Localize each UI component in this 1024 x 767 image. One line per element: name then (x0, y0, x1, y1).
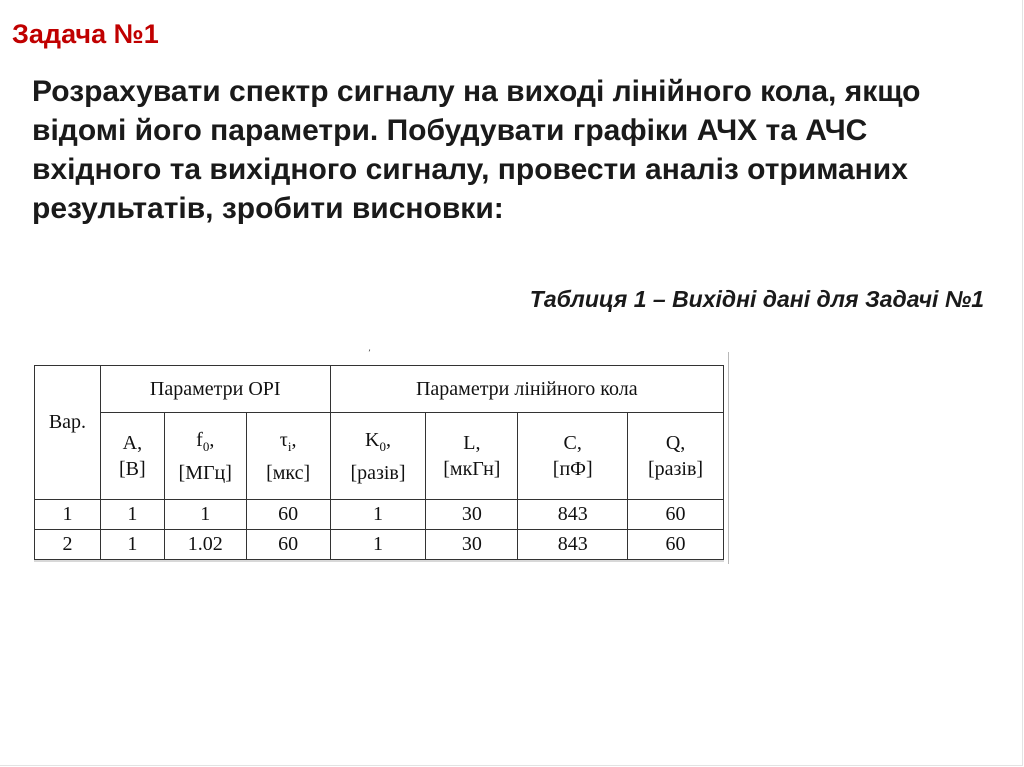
param-symbol: f (196, 428, 203, 451)
table-row (35, 500, 724, 530)
param-unit: [МГц] (178, 461, 232, 484)
param-header-frequency: $f_0$, [МГц] (164, 413, 246, 500)
cell-frequency: 1 (164, 500, 246, 530)
param-subscript: i (287, 438, 292, 454)
param-symbol: L (463, 432, 476, 454)
param-unit: [мкГн] (443, 458, 501, 480)
param-header-amplitude: A, [В] (100, 413, 164, 500)
cell-capacitance: 843 (518, 530, 628, 560)
table-param-header-row (35, 413, 724, 500)
table-row (35, 530, 724, 560)
param-symbol: C (563, 432, 577, 454)
cell-amplitude: 1 (100, 500, 164, 530)
param-unit: [разів] (350, 461, 406, 484)
cell-quality-factor: 60 (628, 500, 724, 530)
scan-artifact: ʼ (368, 349, 371, 359)
cell-frequency: 1.02 (164, 530, 246, 560)
parameters-table (34, 365, 724, 560)
param-symbol: Q (665, 432, 681, 454)
param-symbol: K (365, 428, 380, 451)
cell-variant: 2 (35, 530, 101, 560)
table-caption: Таблиця 1 – Вихідні дані для Задачі №1 (529, 286, 984, 312)
cell-gain: 1 (330, 530, 426, 560)
variant-header-cell (35, 366, 101, 500)
task-description: Розрахувати спектр сигналу на виході лінійного кола, якщо відомі його параметри. Побудувати графіки АЧХ та АЧС вхідного та вихідного сигналу, провести аналіз отриманих результатів, зробити висновки: (32, 75, 921, 225)
signal-params-group-header: Параметри ОРІ (100, 366, 330, 413)
param-subscript: 0 (202, 438, 210, 454)
circuit-params-group-header: Параметри лінійного кола (330, 366, 723, 413)
table-group-header-row (35, 366, 724, 413)
param-header-inductance: L, [мкГн] (426, 413, 518, 500)
param-unit: [В] (119, 458, 146, 480)
param-header-pulse-width: $\tau_i$, [мкс] (246, 413, 330, 500)
param-header-capacitance: C, [пФ] (518, 413, 628, 500)
cell-pulse-width: 60 (246, 500, 330, 530)
param-header-quality-factor: Q, [разів] (628, 413, 724, 500)
cell-amplitude: 1 (100, 530, 164, 560)
scan-edge-line (728, 352, 729, 564)
cell-variant: 1 (35, 500, 101, 530)
param-unit: [разів] (647, 458, 704, 480)
param-header-gain: $K_0$, [разів] (330, 413, 426, 500)
variant-header-label: Вар. (48, 411, 87, 433)
param-symbol: A (122, 432, 138, 454)
cell-inductance: 30 (426, 530, 518, 560)
param-unit: [мкс] (266, 461, 311, 484)
cell-pulse-width: 60 (246, 530, 330, 560)
param-symbol: τ (279, 428, 288, 451)
cell-quality-factor: 60 (628, 530, 724, 560)
cell-capacitance: 843 (518, 500, 628, 530)
cell-inductance: 30 (426, 500, 518, 530)
cell-gain: 1 (330, 500, 426, 530)
param-unit: [пФ] (552, 458, 593, 480)
param-subscript: 0 (379, 438, 386, 454)
task-title: Задача №1 (12, 19, 159, 49)
